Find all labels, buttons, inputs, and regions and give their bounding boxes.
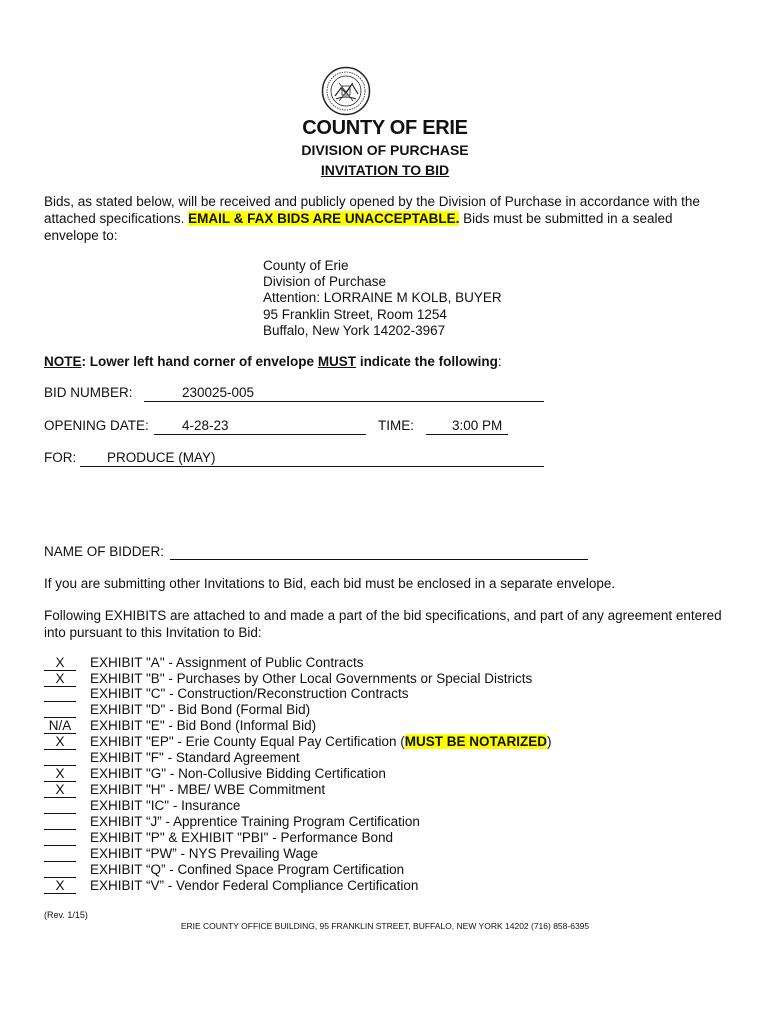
mailing-address: [263, 258, 502, 339]
exhibit-mark: [44, 702, 76, 718]
bidder-label: NAME OF BIDDER:: [44, 544, 165, 559]
exhibit-mark: [44, 798, 76, 814]
address-line: Attention: LORRAINE M KOLB, BUYER: [263, 290, 502, 306]
revision-label: (Rev. 1/15): [44, 910, 88, 920]
exhibit-mark: X: [44, 671, 76, 687]
exhibit-mark: [44, 846, 76, 862]
exhibit-mark: [44, 862, 76, 878]
bid-number-label: BID NUMBER:: [44, 385, 133, 400]
exhibit-mark: X: [44, 878, 76, 894]
document-page: COUNTY OF ERIE DIVISION OF PURCHASE INVITATION TO BID Bids, as stated below, will be received and publicly opened by the Division of Purchase in accordance with the attached specifications. EMAIL & FAX BIDS ARE UNACCEPTABLE. Bids must be submitted in a sealed envelope to: County of Erie Division of Purchase Attention: LORRAINE M KOLB, BUYER 95 Franklin Street, Room 1254 Buffalo, New York 14202-3967 NOTE: Lower left hand corner of envelope MUST indicate the following: BID NUMBER: 230025-005 OPENING DATE: 4-28-23 TIME: 3:00 PM FOR: PRODUCE (MAY) NAME OF BIDDER: If you are submitting other Invitations to Bid, each bid must be enclosed in a separate envelope. Following EXHIBITS are attached to and made a part of the bid specifications, and part of any agreement entered into pursuant to this Invitation to Bid: X EXHIBIT "A" - Assignment of Public Contracts X EXHIBIT "B" - Purchases by Other Local Governments or Special Districts EXHIBIT "C" - Construction/Reconstruction Contracts EXHIBIT "D" - Bid Bond (Formal Bid) N/A EXHIBIT "E" - Bid Bond (Informal Bid) X EXHIBIT "EP" - Erie County Equal Pay Certification (MUST BE NOTARIZED) EXHIBIT "F" - Standard Agreement X EXHIBIT "G" - Non-Collusive Bidding Certification X EXHIBIT "H" - MBE/ WBE Commitment EXHIBIT "IC" - Insurance EXHIBIT “J” - Apprentice Training Program Certification EXHIBIT "P" & EXHIBIT "PBI" - Performance Bond EXHIBIT “PW” - NYS Prevailing Wage EXHIBIT “Q” - Confined Space Program Certification X EXHIBIT “V” - Vendor Federal Compliance Certification (Rev. 1/15) ERIE COUNTY OFFICE BUILDING, 95 FRANKLIN STREET, BUFFALO, NEW YORK 14202 (716) 858-6395: [0, 0, 770, 1024]
county-seal-icon: [321, 66, 371, 116]
page-title: COUNTY OF ERIE: [302, 117, 468, 139]
for-label: FOR:: [44, 450, 77, 465]
division-heading: DIVISION OF PURCHASE: [301, 142, 469, 158]
exhibit-mark: N/A: [44, 718, 76, 734]
address-line: Buffalo, New York 14202-3967: [263, 322, 446, 338]
bid-number-value: 230025-005: [182, 385, 255, 400]
exhibit-mark: [44, 750, 76, 766]
invitation-heading: INVITATION TO BID: [320, 162, 450, 178]
address-line: 95 Franklin Street, Room 1254: [263, 306, 447, 322]
bidder-name-field[interactable]: [170, 542, 588, 560]
time-label: TIME:: [378, 418, 414, 433]
unacceptable-highlight: EMAIL & FAX BIDS ARE UNACCEPTABLE.: [188, 211, 460, 226]
intro-paragraph: Bids, as stated below, will be received and publicly opened by the Division of Purchase in accordance with the attached specifications. EMAIL & FAX BIDS ARE UNACCEPTABLE. Bids must be submitted in a sealed envelope to:: [44, 194, 700, 243]
for-value: PRODUCE (MAY): [107, 450, 216, 465]
exhibit-mark: [44, 830, 76, 846]
page-footer: ERIE COUNTY OFFICE BUILDING, 95 FRANKLIN STREET, BUFFALO, NEW YORK 14202 (716) 858-6395: [180, 921, 590, 931]
envelope-note: NOTE: Lower left hand corner of envelope MUST indicate the following:: [44, 354, 502, 369]
address-line: County of Erie: [263, 258, 349, 273]
exhibit-mark: X: [44, 734, 76, 750]
exhibit-mark: [44, 814, 76, 830]
notarized-highlight: MUST BE NOTARIZED: [404, 734, 547, 749]
separate-envelope-note: If you are submitting other Invitations to Bid, each bid must be enclosed in a separate envelope.: [44, 576, 616, 591]
opening-date-value: 4-28-23: [182, 418, 229, 433]
exhibit-mark: X: [44, 655, 76, 671]
exhibit-mark: [44, 686, 76, 702]
exhibit-mark: X: [44, 766, 76, 782]
address-line: Division of Purchase: [263, 274, 387, 290]
exhibit-mark: X: [44, 782, 76, 798]
exhibits-intro: Following EXHIBITS are attached to and made a part of the bid specifications, and part of any agreement entered into pursuant to this Invitation to Bid:: [44, 608, 722, 640]
opening-date-label: OPENING DATE:: [44, 418, 149, 433]
time-value: 3:00 PM: [452, 418, 503, 433]
